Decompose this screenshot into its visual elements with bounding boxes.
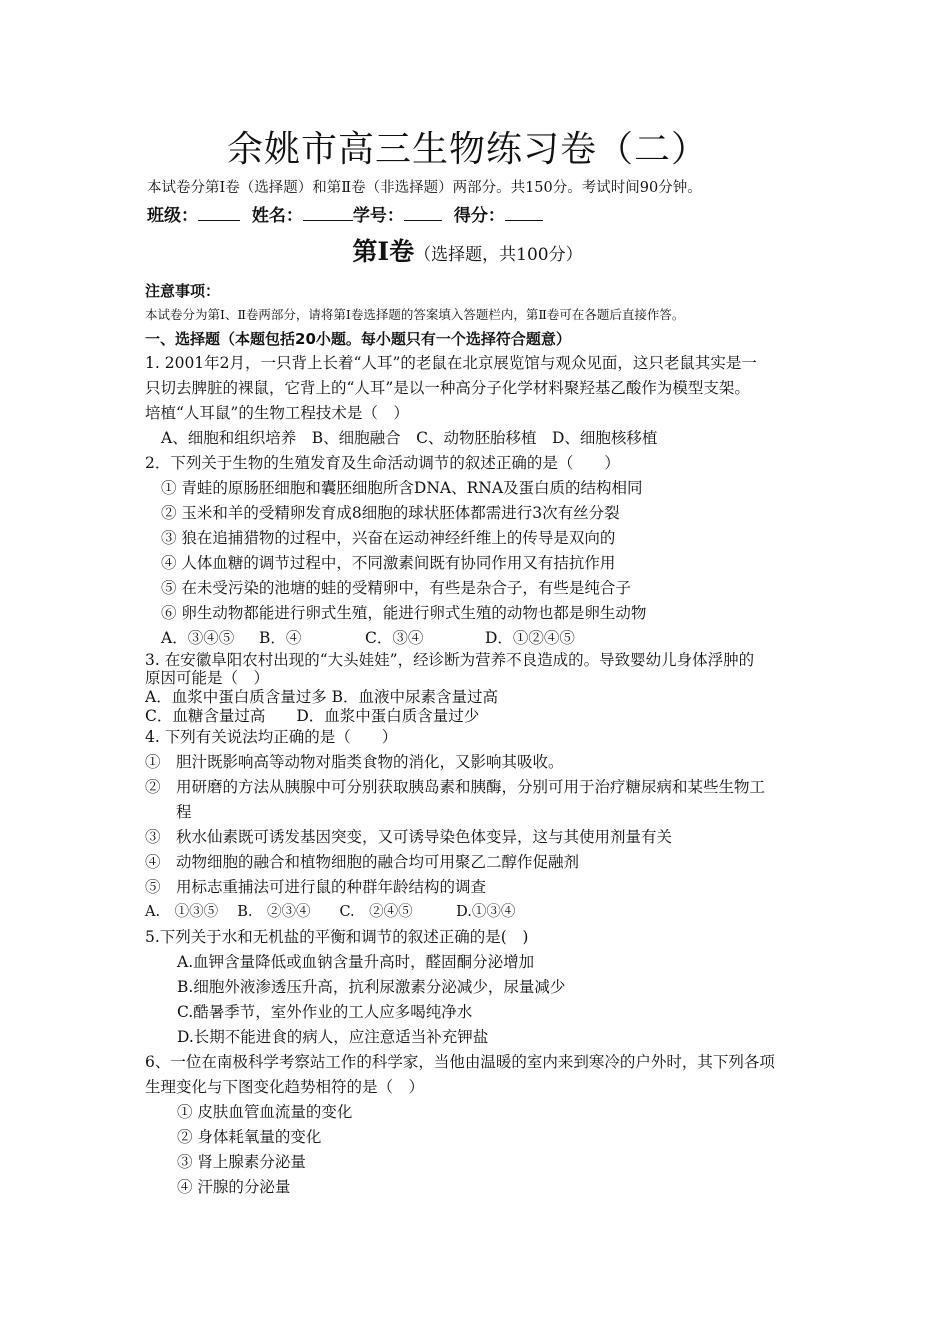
q2-item: ④ 人体血糖的调节过程中，不同激素间既有协同作用又有拮抗作用	[161, 554, 616, 572]
name-blank[interactable]	[303, 202, 353, 221]
q2-option-a: A．③④⑤	[161, 629, 235, 647]
q6-line-2: 生理变化与下图变化趋势相符的是（ ）	[145, 1078, 425, 1096]
q4-item: 程	[145, 803, 192, 821]
part-title: 第Ⅰ卷	[352, 237, 415, 266]
notice-heading: 注意事项：	[145, 282, 221, 300]
q2-options	[161, 627, 575, 649]
q1-options: A、细胞和组织培养 B、细胞融合 C、动物胚胎移植 D、细胞核移植	[161, 429, 658, 447]
q2-item: ② 玉米和羊的受精卵发育成8细胞的球状胚体都需进行3次有丝分裂	[161, 504, 620, 522]
score-label: 得分：	[453, 206, 505, 226]
q4-item: ⑤ 用标志重捕法可进行鼠的种群年龄结构的调查	[145, 878, 487, 896]
q2-option-c: C．③④	[365, 629, 424, 647]
q2-option-b: B．④	[259, 629, 302, 647]
q3-options-ab: A．血浆中蛋白质含量过多 B．血液中尿素含量过高	[145, 688, 499, 706]
q5-item: D.长期不能进食的病人，应注意适当补充钾盐	[177, 1028, 489, 1046]
student-info-row	[147, 202, 543, 228]
q6-item: ③ 肾上腺素分泌量	[177, 1153, 306, 1171]
q6-item: ④ 汗腺的分泌量	[177, 1178, 291, 1196]
q2-stem: 2．下列关于生物的生殖发育及生命活动调节的叙述正确的是（ ）	[145, 454, 620, 472]
id-label: 学号：	[352, 206, 404, 226]
class-label: 班级：	[147, 206, 198, 226]
part-subtitle: （选择题，共100分）	[414, 245, 583, 265]
q6-line-1: 6、一位在南极科学考察站工作的科学家，当他由温暖的室内来到寒冷的户外时，其下列各项	[145, 1053, 775, 1071]
q6-item: ② 身体耗氧量的变化	[177, 1128, 322, 1146]
q6-item: ① 皮肤血管血流量的变化	[177, 1103, 353, 1121]
page-title: 余姚市高三生物练习卷（二）	[226, 129, 708, 170]
q2-option-d: D．①②④⑤	[485, 629, 575, 647]
q5-item: C.酷暑季节，室外作业的工人应多喝纯净水	[177, 1003, 473, 1021]
intro-text: 本试卷分第Ⅰ卷（选择题）和第Ⅱ卷（非选择题）两部分。共150分。考试时间90分钟。	[147, 180, 702, 196]
q1-line-1: 1. 2001年2月，一只背上长着“人耳”的老鼠在北京展览馆与观众见面，这只老鼠其实是一	[145, 354, 757, 372]
q3-options-cd: C．血糖含量过高 D．血浆中蛋白质含量过少	[145, 707, 480, 725]
q2-item: ① 青蛙的原肠胚细胞和囊胚细胞所含DNA、RNA及蛋白质的结构相同	[161, 479, 643, 497]
q4-options: A. ①③⑤ B. ②③④ C. ②④⑤ D.①③④	[145, 904, 516, 920]
q1-line-3: 培植“人耳鼠”的生物工程技术是（ ）	[145, 404, 409, 422]
part-heading	[145, 234, 790, 273]
q3-line-1: 3. 在安徽阜阳农村出现的“大头娃娃”，经诊断为营养不良造成的。导致婴幼儿身体浮肿的	[145, 651, 755, 669]
q4-item: ③ 秋水仙素既可诱发基因突变，又可诱导染色体变异，这与其使用剂量有关	[145, 828, 673, 846]
q5-item: B.细胞外液渗透压升高，抗利尿激素分泌减少，尿量减少	[177, 978, 566, 996]
q4-item: ② 用研磨的方法从胰腺中可分别获取胰岛素和胰酶，分别可用于治疗糖尿病和某些生物工	[145, 778, 766, 796]
q2-item: ⑤ 在未受污染的池塘的蛙的受精卵中，有些是杂合子，有些是纯合子	[161, 579, 631, 597]
section-heading: 一、选择题（本题包括20小题。每小题只有一个选择符合题意）	[145, 330, 571, 348]
notice-text: 本试卷分为第Ⅰ、Ⅱ卷两部分，请将第Ⅰ卷选择题的答案填入答题栏内，第Ⅱ卷可在各题后直接作答。	[145, 307, 685, 322]
q4-item: ① 胆汁既影响高等动物对脂类食物的消化，又影响其吸收。	[145, 753, 564, 771]
q2-item: ⑥ 卵生动物都能进行卵式生殖，能进行卵式生殖的动物也都是卵生动物	[161, 604, 647, 622]
q2-item: ③ 狼在追捕猎物的过程中，兴奋在运动神经纤维上的传导是双向的	[161, 529, 616, 547]
q5-item: A.血钾含量降低或血钠含量升高时，醛固酮分泌增加	[177, 953, 535, 971]
name-label: 姓名：	[251, 206, 303, 226]
score-blank[interactable]	[505, 202, 543, 221]
q5-stem: 5.下列关于水和无机盐的平衡和调节的叙述正确的是( )	[145, 928, 529, 946]
q4-item: ④ 动物细胞的融合和植物细胞的融合均可用聚乙二醇作促融剂	[145, 853, 580, 871]
q1-line-2: 只切去脾脏的裸鼠，它背上的“人耳”是以一种高分子化学材料聚羟基乙酸作为模型支架。	[145, 379, 750, 397]
class-blank[interactable]	[198, 202, 240, 221]
id-blank[interactable]	[404, 202, 442, 221]
q4-stem: 4. 下列有关说法均正确的是（ ）	[145, 728, 398, 746]
q3-line-2: 原因可能是（ ）	[145, 669, 270, 687]
